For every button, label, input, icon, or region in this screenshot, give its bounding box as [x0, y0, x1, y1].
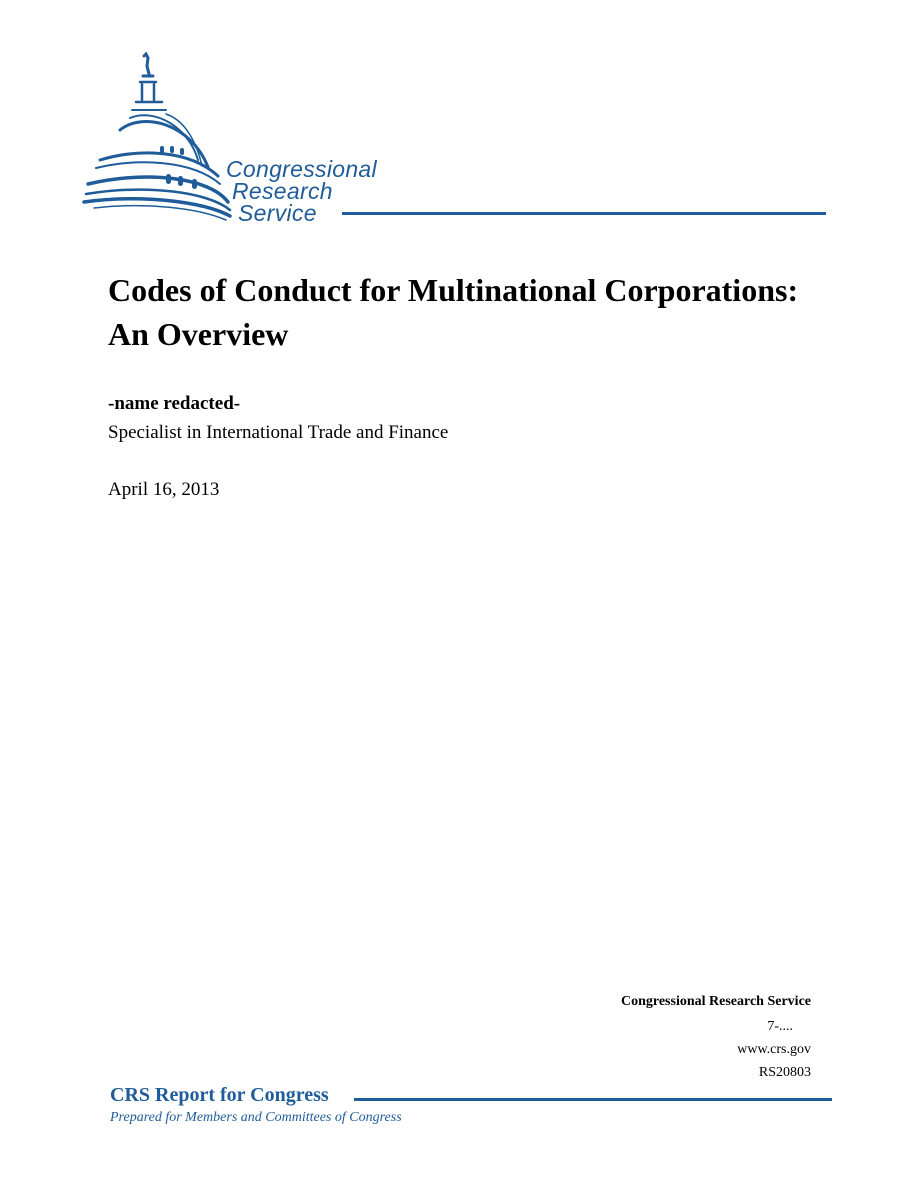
author-name: -name redacted- — [108, 393, 241, 414]
report-info — [621, 990, 811, 1084]
report-code: 7-.... — [767, 1019, 793, 1034]
report-number: RS20803 — [758, 1065, 811, 1080]
logo-text-congressional: Congressional — [226, 156, 377, 182]
organization-name: Congressional Research Service — [620, 994, 811, 1009]
crs-logo — [80, 52, 830, 227]
footer-title: CRS Report for Congress — [110, 1084, 329, 1106]
report-date: April 16, 2013 — [108, 479, 220, 500]
author-title: Specialist in International Trade and Finance — [108, 422, 449, 443]
footer-subtitle: Prepared for Members and Committees of Congress — [110, 1110, 402, 1125]
logo-text-research: Research — [232, 178, 333, 204]
logo-text-service: Service — [238, 200, 317, 226]
website-link[interactable]: www.crs.gov — [737, 1042, 811, 1057]
footer-rule — [354, 1098, 832, 1101]
report-title: Codes of Conduct for Multinational Corporations: An Overview — [108, 272, 799, 352]
logo-rule — [342, 212, 826, 215]
